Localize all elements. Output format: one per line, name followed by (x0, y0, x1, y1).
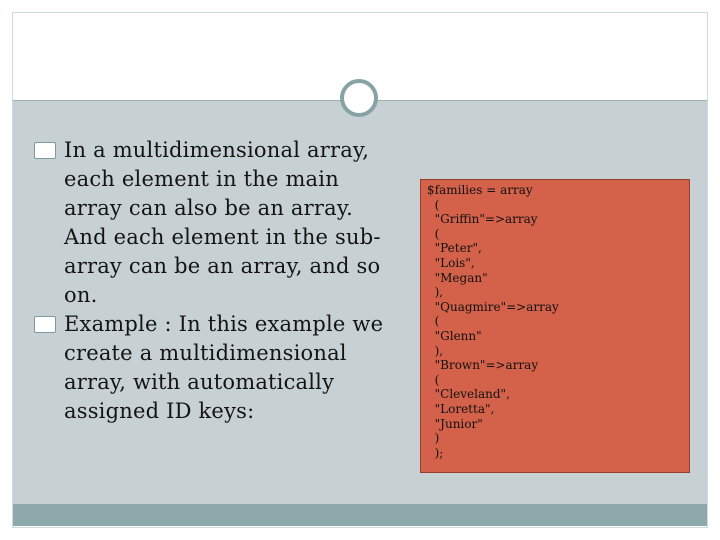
code-line: "Megan" (427, 270, 488, 285)
checkbox-bullet-icon (34, 316, 56, 333)
bullet-text: In a multidimensional array, each element in the main array can also be an array. And each element in the sub-array can be an array, and so on. (64, 138, 381, 307)
code-line: "Loretta", (427, 401, 495, 416)
code-line: ); (427, 445, 444, 460)
code-line: "Junior" (427, 416, 483, 431)
code-line: ( (427, 314, 440, 329)
code-line: "Griffin"=>array (427, 212, 538, 227)
code-line: "Glenn" (427, 328, 482, 343)
code-line: ( (427, 197, 440, 212)
checkbox-bullet-icon (34, 142, 56, 159)
code-line: ( (427, 372, 440, 387)
bullet-item (34, 136, 394, 310)
code-line: "Quagmire"=>array (427, 299, 559, 314)
decorative-ring-icon (340, 79, 378, 117)
code-box (420, 179, 690, 473)
code-line: ( (427, 226, 440, 241)
bullet-text: Example : In this example we create a multidimensional array, with automatically assigned ID keys: (64, 312, 384, 423)
code-line: ) (427, 431, 440, 446)
code-line: $families = array (427, 183, 533, 197)
bullet-list (34, 136, 394, 426)
code-line: "Peter", (427, 241, 482, 256)
code-line: "Brown"=>array (427, 358, 539, 373)
code-line: ), (427, 285, 444, 300)
code-line: ), (427, 343, 444, 358)
code-line: "Lois", (427, 255, 475, 270)
bullet-item (34, 310, 394, 426)
code-line: "Cleveland", (427, 387, 510, 402)
